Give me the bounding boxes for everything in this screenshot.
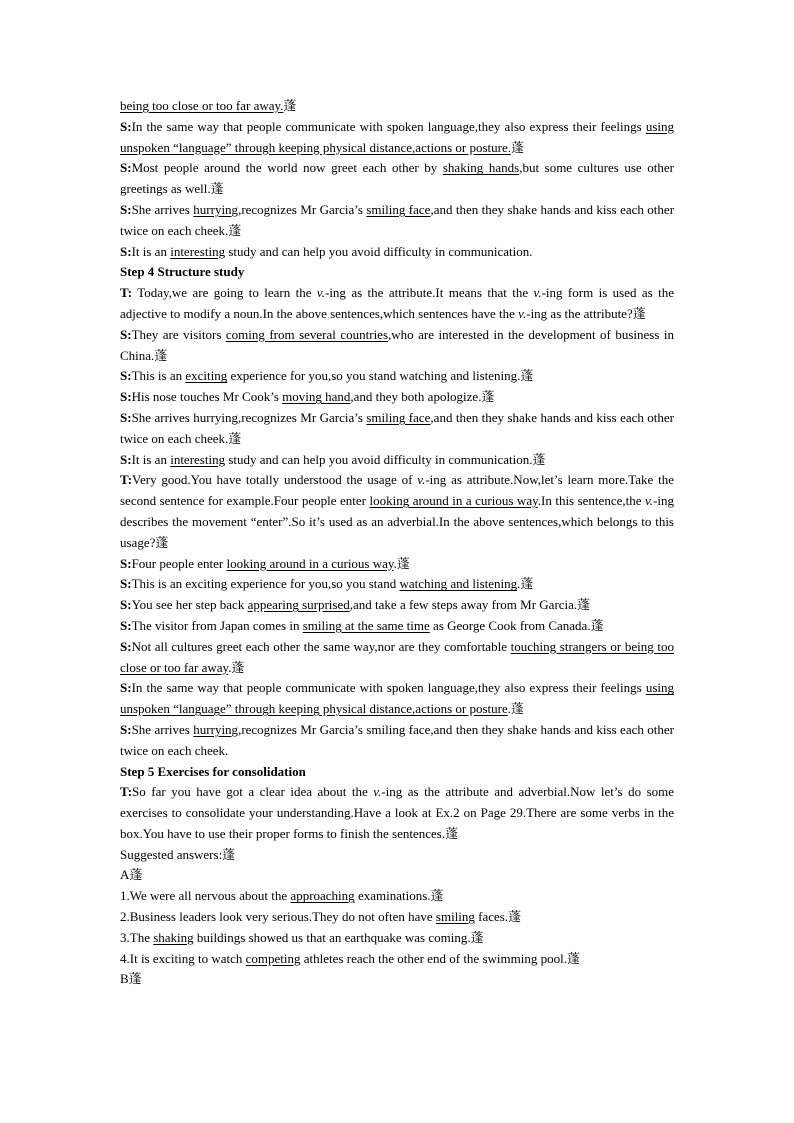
- text-run: athletes reach the other end of the swimming pool.蓬: [300, 950, 580, 966]
- paragraph: [120, 782, 674, 844]
- paragraph: [120, 470, 674, 553]
- speaker-label: S:: [120, 243, 132, 259]
- text-run: ,and then they shake hands and kiss each other twice on each cheek.蓬: [120, 409, 675, 446]
- paragraph: [120, 574, 674, 595]
- text-run: 2.Business leaders look very serious.They do not often have: [120, 909, 436, 925]
- paragraph: [120, 616, 674, 637]
- paragraph: [120, 158, 674, 200]
- speaker-label: S:: [120, 721, 132, 737]
- underlined-phrase: looking around in a curious way: [369, 493, 538, 509]
- text-run: -ing as the attribute.It means that the: [324, 285, 534, 301]
- text-run: Four people enter: [131, 555, 227, 571]
- underlined-phrase: being too close or too far away.: [120, 98, 284, 113]
- paragraph: [120, 865, 674, 886]
- underlined-phrase: coming from several countries: [225, 326, 389, 342]
- underlined-phrase: interesting: [170, 451, 226, 467]
- italic-term: v.: [533, 285, 542, 301]
- text-run: Not all cultures greet each other the same way,nor are they comfortable: [131, 638, 511, 654]
- text-run: .蓬: [517, 576, 534, 592]
- underlined-phrase: touching strangers or being too close or too far away: [120, 638, 674, 675]
- underlined-phrase: smiling: [435, 909, 475, 925]
- paragraph: [120, 387, 674, 408]
- paragraph: [120, 969, 674, 990]
- text-run: .蓬: [507, 701, 524, 717]
- text-run: ,and they both apologize.蓬: [350, 389, 495, 405]
- speaker-label: S:: [120, 160, 132, 176]
- text-run: 蓬: [510, 139, 524, 155]
- text-run: .蓬: [228, 659, 245, 675]
- text-run: -ing form is used as the adjective to modify a noun.In the above sentences,which sentences have the: [120, 285, 675, 321]
- text-run: Very good.You have totally understood the usage of: [132, 472, 418, 488]
- text-run: It is an: [131, 451, 171, 467]
- text-run: ,recognizes Mr Garcia’s: [238, 201, 367, 217]
- paragraph: [120, 949, 674, 970]
- italic-term: v.: [316, 285, 325, 301]
- text-run: .蓬: [393, 555, 410, 571]
- text-run: study and can help you avoid difficulty in communication.: [225, 243, 533, 259]
- speaker-label: T:: [120, 285, 133, 301]
- speaker-label: S:: [120, 617, 132, 633]
- paragraph: [120, 408, 674, 450]
- paragraph: [120, 845, 674, 866]
- text-run: The visitor from Japan comes in: [131, 617, 303, 633]
- italic-term: v.: [518, 305, 527, 321]
- underlined-phrase: using unspoken “language” through keeping physical distance,actions or posture: [120, 680, 674, 717]
- paragraph: [120, 96, 674, 117]
- speaker-label: S:: [120, 326, 132, 342]
- speaker-label: S:: [120, 368, 132, 384]
- text-run: -ing describes the movement “enter”.So it’s used as an adverbial.In the above sentences,which belongs to this usage?蓬: [120, 493, 675, 550]
- paragraph: [120, 907, 674, 928]
- italic-term: v.: [417, 472, 426, 488]
- underlined-phrase: competing: [245, 950, 301, 966]
- heading-text: Step 5 Exercises for consolidation: [120, 763, 306, 779]
- text-run: faces.蓬: [474, 909, 522, 925]
- italic-term: v.: [645, 493, 654, 509]
- underlined-phrase: hurrying: [193, 201, 239, 217]
- text-run: In the same way that people communicate with spoken language,they also express their feelings: [131, 118, 646, 134]
- paragraph: [120, 595, 674, 616]
- text-run: 1.We were all nervous about the: [120, 888, 291, 904]
- speaker-label: S:: [120, 555, 132, 571]
- text-run: Today,we are going to learn the: [132, 285, 317, 301]
- text-run: It is an: [131, 243, 171, 259]
- text-run: She arrives: [131, 721, 194, 737]
- underlined-phrase: shaking hands: [442, 160, 520, 176]
- underlined-phrase: looking around in a curious way: [226, 555, 394, 571]
- underlined-phrase: moving hand: [282, 389, 351, 405]
- text-run: In the same way that people communicate with spoken language,they also express their feelings: [131, 680, 646, 696]
- text-run: -ing as the attribute and adverbial.Now let’s do some exercises to consolidate your understanding.Have a look at Ex.2 on Page 29.There are some verbs in the box.You have to use their proper forms to finish the sentences.蓬: [120, 784, 675, 841]
- text-run: buildings showed us that an earthquake was coming.蓬: [193, 929, 484, 945]
- text-run: A蓬: [120, 867, 143, 883]
- underlined-phrase: shaking: [153, 929, 194, 945]
- speaker-label: S:: [120, 118, 132, 134]
- text-run: B蓬: [120, 971, 142, 987]
- speaker-label: T:: [120, 472, 133, 488]
- paragraph: [120, 886, 674, 907]
- underlined-phrase: smiling face: [366, 409, 431, 425]
- paragraph: [120, 200, 674, 242]
- underlined-phrase: approaching: [290, 888, 355, 904]
- text-run: 4.It is exciting to watch: [120, 950, 246, 966]
- paragraph: [120, 117, 674, 159]
- speaker-label: S:: [120, 409, 132, 425]
- speaker-label: S:: [120, 451, 132, 467]
- underlined-phrase: smiling at the same time: [302, 617, 430, 633]
- heading-text: Step 4 Structure study: [120, 264, 245, 280]
- paragraph: [120, 450, 674, 471]
- paragraph: [120, 637, 674, 679]
- speaker-label: T:: [120, 784, 133, 800]
- text-run: experience for you,so you stand watching and listening.蓬: [227, 368, 534, 384]
- text-run: This is an: [131, 368, 186, 384]
- text-run: -ing as the attribute?蓬: [526, 305, 646, 321]
- paragraph: [120, 366, 674, 387]
- text-run: 3.The: [120, 929, 154, 945]
- text-run: She arrives hurrying,recognizes Mr Garcia’s: [131, 409, 367, 425]
- paragraph: [120, 678, 674, 720]
- text-run: Most people around the world now greet each other by: [131, 160, 443, 176]
- text-run: This is an exciting experience for you,so you stand: [131, 576, 400, 592]
- text-run: They are visitors: [131, 326, 226, 342]
- text-run: examinations.蓬: [354, 888, 444, 904]
- text-run: study and can help you avoid difficulty in communication.蓬: [225, 451, 546, 467]
- speaker-label: S:: [120, 201, 132, 217]
- speaker-label: S:: [120, 389, 132, 405]
- paragraph: [120, 720, 674, 762]
- paragraph: [120, 242, 674, 263]
- text-run: .In this sentence,the: [537, 493, 645, 509]
- text-run: -ing as attribute.Now,let’s learn more.Take the second sentence for example.Four people enter: [120, 472, 674, 509]
- speaker-label: S:: [120, 680, 132, 696]
- text-run: ,but some cultures use other greetings as well.蓬: [120, 160, 674, 197]
- underlined-phrase: hurrying: [193, 721, 239, 737]
- text-run: 蓬: [283, 98, 297, 113]
- document-page: [120, 96, 674, 990]
- section-heading: [120, 262, 674, 283]
- speaker-label: S:: [120, 638, 132, 654]
- underlined-phrase: smiling face: [366, 201, 431, 217]
- underlined-phrase: watching and listening: [399, 576, 518, 592]
- text-run: Suggested answers:蓬: [120, 846, 236, 862]
- section-heading: [120, 762, 674, 783]
- paragraph: [120, 283, 674, 325]
- paragraph: [120, 554, 674, 575]
- text-run: So far you have got a clear idea about the: [132, 784, 374, 800]
- speaker-label: S:: [120, 597, 132, 613]
- text-run: ,recognizes Mr Garcia’s smiling face,and then they shake hands and kiss each other twice on each cheek.: [120, 721, 674, 758]
- underlined-phrase: exciting: [185, 368, 228, 384]
- text-run: She arrives: [131, 201, 194, 217]
- text-run: ,and then they shake hands and kiss each other twice on each cheek.蓬: [120, 201, 675, 238]
- underlined-phrase: appearing surprised: [247, 597, 350, 613]
- text-run: His nose touches Mr Cook’s: [131, 389, 283, 405]
- speaker-label: S:: [120, 576, 132, 592]
- text-run: ,and take a few steps away from Mr Garcia.蓬: [349, 597, 591, 613]
- paragraph: [120, 928, 674, 949]
- underlined-phrase: interesting: [170, 243, 226, 259]
- underlined-phrase: using unspoken “language” through keeping physical distance,actions or posture.: [120, 118, 674, 155]
- italic-term: v.: [373, 784, 382, 800]
- paragraph: [120, 325, 674, 367]
- text-run: as George Cook from Canada.蓬: [429, 617, 604, 633]
- text-run: You see her step back: [131, 597, 248, 613]
- text-run: ,who are interested in the development of business in China.蓬: [120, 326, 674, 363]
